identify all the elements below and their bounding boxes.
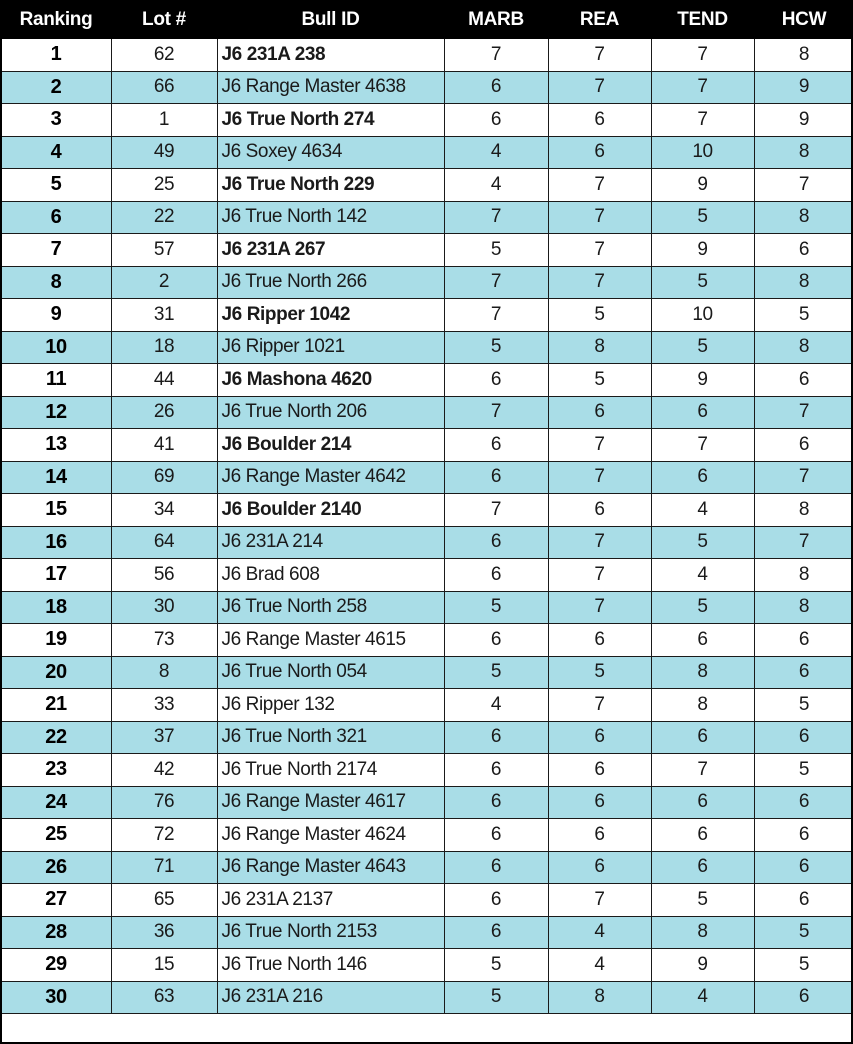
table-row [1,136,853,169]
cell-hcw: 7 [754,526,853,559]
cell-marb: 4 [444,136,548,169]
cell-rea: 6 [548,494,651,527]
table-row [1,38,853,71]
header-tend: TEND [651,1,754,38]
cell-bull-id: J6 True North 266 [217,266,444,299]
table-row [1,656,853,689]
table-row [1,266,853,299]
cell-ranking: 30 [1,981,111,1014]
cell-ranking: 3 [1,104,111,137]
cell-lot: 49 [111,136,217,169]
cell-lot: 66 [111,71,217,104]
cell-rea: 7 [548,71,651,104]
table-row [1,786,853,819]
cell-bull-id: J6 True North 054 [217,656,444,689]
table-row [1,819,853,852]
cell-ranking: 9 [1,299,111,332]
cell-tend: 7 [651,71,754,104]
table-row [1,364,853,397]
cell-rea: 6 [548,136,651,169]
cell-marb: 7 [444,494,548,527]
table-row [1,494,853,527]
cell-marb: 7 [444,201,548,234]
cell-hcw: 8 [754,331,853,364]
cell-bull-id: J6 Ripper 1021 [217,331,444,364]
cell-lot: 34 [111,494,217,527]
cell-hcw: 6 [754,884,853,917]
cell-ranking: 18 [1,591,111,624]
cell-lot: 76 [111,786,217,819]
cell-ranking: 14 [1,461,111,494]
cell-marb: 6 [444,526,548,559]
cell-bull-id: J6 231A 214 [217,526,444,559]
cell-ranking: 26 [1,851,111,884]
cell-marb: 5 [444,981,548,1014]
cell-marb: 7 [444,299,548,332]
cell-rea: 7 [548,461,651,494]
cell-bull-id: J6 True North 2174 [217,754,444,787]
cell-rea: 5 [548,299,651,332]
cell-hcw: 5 [754,949,853,982]
cell-tend: 6 [651,396,754,429]
cell-rea: 7 [548,429,651,462]
cell-hcw: 6 [754,721,853,754]
cell-hcw: 8 [754,559,853,592]
cell-tend: 9 [651,169,754,202]
cell-lot: 22 [111,201,217,234]
cell-tend: 7 [651,38,754,71]
cell-lot: 44 [111,364,217,397]
cell-marb: 7 [444,38,548,71]
cell-bull-id: J6 True North 321 [217,721,444,754]
cell-hcw: 5 [754,754,853,787]
cell-lot: 64 [111,526,217,559]
header-bull-id: Bull ID [217,1,444,38]
cell-rea: 7 [548,38,651,71]
cell-hcw: 5 [754,299,853,332]
cell-rea: 6 [548,786,651,819]
cell-hcw: 8 [754,591,853,624]
cell-hcw: 8 [754,266,853,299]
cell-hcw: 8 [754,494,853,527]
cell-rea: 6 [548,396,651,429]
cell-hcw: 6 [754,234,853,267]
cell-bull-id: J6 231A 238 [217,38,444,71]
cell-tend: 8 [651,656,754,689]
cell-ranking: 5 [1,169,111,202]
table-row [1,331,853,364]
cell-marb: 6 [444,624,548,657]
table-row [1,754,853,787]
cell-bull-id: J6 231A 267 [217,234,444,267]
cell-bull-id: J6 True North 229 [217,169,444,202]
table-row [1,104,853,137]
cell-ranking: 28 [1,916,111,949]
cell-lot: 73 [111,624,217,657]
cell-ranking: 1 [1,38,111,71]
cell-bull-id: J6 Boulder 2140 [217,494,444,527]
cell-hcw: 6 [754,981,853,1014]
cell-marb: 6 [444,819,548,852]
cell-lot: 63 [111,981,217,1014]
cell-tend: 6 [651,819,754,852]
table-body [1,38,853,1014]
table-row [1,201,853,234]
cell-marb: 6 [444,851,548,884]
cell-bull-id: J6 Range Master 4615 [217,624,444,657]
cell-rea: 5 [548,364,651,397]
cell-bull-id: J6 Range Master 4642 [217,461,444,494]
cell-tend: 5 [651,884,754,917]
table-row [1,689,853,722]
table-row [1,169,853,202]
cell-ranking: 22 [1,721,111,754]
cell-bull-id: J6 True North 258 [217,591,444,624]
cell-ranking: 27 [1,884,111,917]
cell-hcw: 6 [754,819,853,852]
table-row [1,721,853,754]
cell-hcw: 7 [754,169,853,202]
cell-hcw: 6 [754,429,853,462]
cell-tend: 5 [651,526,754,559]
cell-ranking: 7 [1,234,111,267]
cell-rea: 7 [548,689,651,722]
cell-lot: 31 [111,299,217,332]
cell-hcw: 8 [754,38,853,71]
table-row [1,429,853,462]
cell-tend: 8 [651,916,754,949]
cell-lot: 71 [111,851,217,884]
cell-hcw: 6 [754,364,853,397]
cell-bull-id: J6 Mashona 4620 [217,364,444,397]
table-row [1,981,853,1014]
cell-ranking: 25 [1,819,111,852]
cell-tend: 10 [651,136,754,169]
cell-bull-id: J6 Ripper 1042 [217,299,444,332]
cell-rea: 6 [548,624,651,657]
cell-rea: 4 [548,916,651,949]
table-row [1,949,853,982]
table-row [1,916,853,949]
cell-hcw: 8 [754,201,853,234]
cell-rea: 7 [548,591,651,624]
cell-lot: 42 [111,754,217,787]
table-row [1,396,853,429]
cell-bull-id: J6 True North 2153 [217,916,444,949]
cell-lot: 69 [111,461,217,494]
cell-ranking: 17 [1,559,111,592]
cell-tend: 7 [651,754,754,787]
cell-marb: 7 [444,266,548,299]
cell-marb: 6 [444,916,548,949]
header-ranking: Ranking [1,1,111,38]
cell-lot: 72 [111,819,217,852]
cell-rea: 5 [548,656,651,689]
cell-hcw: 9 [754,104,853,137]
cell-tend: 6 [651,851,754,884]
cell-lot: 56 [111,559,217,592]
cell-rea: 7 [548,169,651,202]
cell-tend: 6 [651,786,754,819]
cell-lot: 2 [111,266,217,299]
cell-rea: 6 [548,819,651,852]
cell-tend: 4 [651,981,754,1014]
table-header-row [1,1,853,38]
header-hcw: HCW [754,1,853,38]
cell-lot: 15 [111,949,217,982]
cell-tend: 7 [651,104,754,137]
cell-rea: 7 [548,201,651,234]
cell-tend: 6 [651,721,754,754]
cell-hcw: 7 [754,461,853,494]
cell-marb: 4 [444,169,548,202]
cell-rea: 7 [548,266,651,299]
cell-lot: 18 [111,331,217,364]
cell-lot: 37 [111,721,217,754]
header-marb: MARB [444,1,548,38]
cell-lot: 57 [111,234,217,267]
cell-bull-id: J6 True North 206 [217,396,444,429]
cell-ranking: 20 [1,656,111,689]
cell-bull-id: J6 True North 146 [217,949,444,982]
cell-hcw: 8 [754,136,853,169]
cell-marb: 6 [444,104,548,137]
cell-lot: 33 [111,689,217,722]
cell-bull-id: J6 231A 216 [217,981,444,1014]
cell-ranking: 15 [1,494,111,527]
cell-tend: 8 [651,689,754,722]
cell-hcw: 9 [754,71,853,104]
cell-tend: 5 [651,266,754,299]
cell-tend: 9 [651,949,754,982]
cell-rea: 7 [548,559,651,592]
cell-hcw: 5 [754,689,853,722]
table-row [1,71,853,104]
cell-rea: 8 [548,331,651,364]
table-row [1,299,853,332]
cell-ranking: 11 [1,364,111,397]
table-row [1,591,853,624]
cell-marb: 6 [444,754,548,787]
cell-tend: 9 [651,234,754,267]
cell-hcw: 6 [754,624,853,657]
cell-bull-id: J6 Soxey 4634 [217,136,444,169]
header-rea: REA [548,1,651,38]
cell-lot: 65 [111,884,217,917]
table-row [1,851,853,884]
cell-tend: 5 [651,591,754,624]
table-row [1,884,853,917]
cell-marb: 7 [444,396,548,429]
cell-hcw: 6 [754,786,853,819]
cell-hcw: 7 [754,396,853,429]
cell-tend: 4 [651,559,754,592]
cell-lot: 41 [111,429,217,462]
cell-rea: 7 [548,234,651,267]
cell-lot: 36 [111,916,217,949]
cell-lot: 62 [111,38,217,71]
cell-tend: 6 [651,461,754,494]
cell-tend: 6 [651,624,754,657]
cell-bull-id: J6 Ripper 132 [217,689,444,722]
cell-ranking: 10 [1,331,111,364]
cell-ranking: 19 [1,624,111,657]
cell-ranking: 12 [1,396,111,429]
header-lot: Lot # [111,1,217,38]
cell-tend: 9 [651,364,754,397]
cell-marb: 5 [444,949,548,982]
cell-rea: 4 [548,949,651,982]
cell-rea: 7 [548,884,651,917]
cell-lot: 1 [111,104,217,137]
cell-bull-id: J6 Boulder 214 [217,429,444,462]
cell-ranking: 29 [1,949,111,982]
cell-marb: 6 [444,884,548,917]
cell-tend: 10 [651,299,754,332]
cell-tend: 5 [651,331,754,364]
cell-ranking: 16 [1,526,111,559]
cell-tend: 7 [651,429,754,462]
cell-ranking: 24 [1,786,111,819]
cell-marb: 4 [444,689,548,722]
cell-bull-id: J6 Range Master 4643 [217,851,444,884]
table-row [1,624,853,657]
cell-bull-id: J6 Range Master 4624 [217,819,444,852]
cell-rea: 8 [548,981,651,1014]
cell-rea: 6 [548,754,651,787]
cell-rea: 6 [548,104,651,137]
cell-ranking: 4 [1,136,111,169]
cell-marb: 6 [444,721,548,754]
table-row [1,526,853,559]
cell-bull-id: J6 True North 274 [217,104,444,137]
table-row [1,234,853,267]
cell-hcw: 6 [754,851,853,884]
cell-bull-id: J6 True North 142 [217,201,444,234]
cell-marb: 6 [444,364,548,397]
table-row [1,461,853,494]
cell-marb: 5 [444,591,548,624]
cell-ranking: 2 [1,71,111,104]
cell-ranking: 23 [1,754,111,787]
cell-bull-id: J6 Range Master 4617 [217,786,444,819]
cell-rea: 6 [548,721,651,754]
cell-bull-id: J6 231A 2137 [217,884,444,917]
cell-marb: 6 [444,786,548,819]
cell-marb: 5 [444,234,548,267]
cell-marb: 6 [444,71,548,104]
cell-marb: 6 [444,461,548,494]
cell-tend: 4 [651,494,754,527]
cell-marb: 6 [444,559,548,592]
cell-bull-id: J6 Brad 608 [217,559,444,592]
cell-ranking: 8 [1,266,111,299]
cell-ranking: 13 [1,429,111,462]
cell-rea: 6 [548,851,651,884]
cell-hcw: 5 [754,916,853,949]
table-row [1,559,853,592]
cell-lot: 30 [111,591,217,624]
cell-ranking: 6 [1,201,111,234]
cell-marb: 5 [444,331,548,364]
cell-bull-id: J6 Range Master 4638 [217,71,444,104]
cell-marb: 5 [444,656,548,689]
cell-ranking: 21 [1,689,111,722]
cell-lot: 8 [111,656,217,689]
cell-marb: 6 [444,429,548,462]
cell-rea: 7 [548,526,651,559]
cell-hcw: 6 [754,656,853,689]
cell-lot: 26 [111,396,217,429]
cell-lot: 25 [111,169,217,202]
cell-tend: 5 [651,201,754,234]
